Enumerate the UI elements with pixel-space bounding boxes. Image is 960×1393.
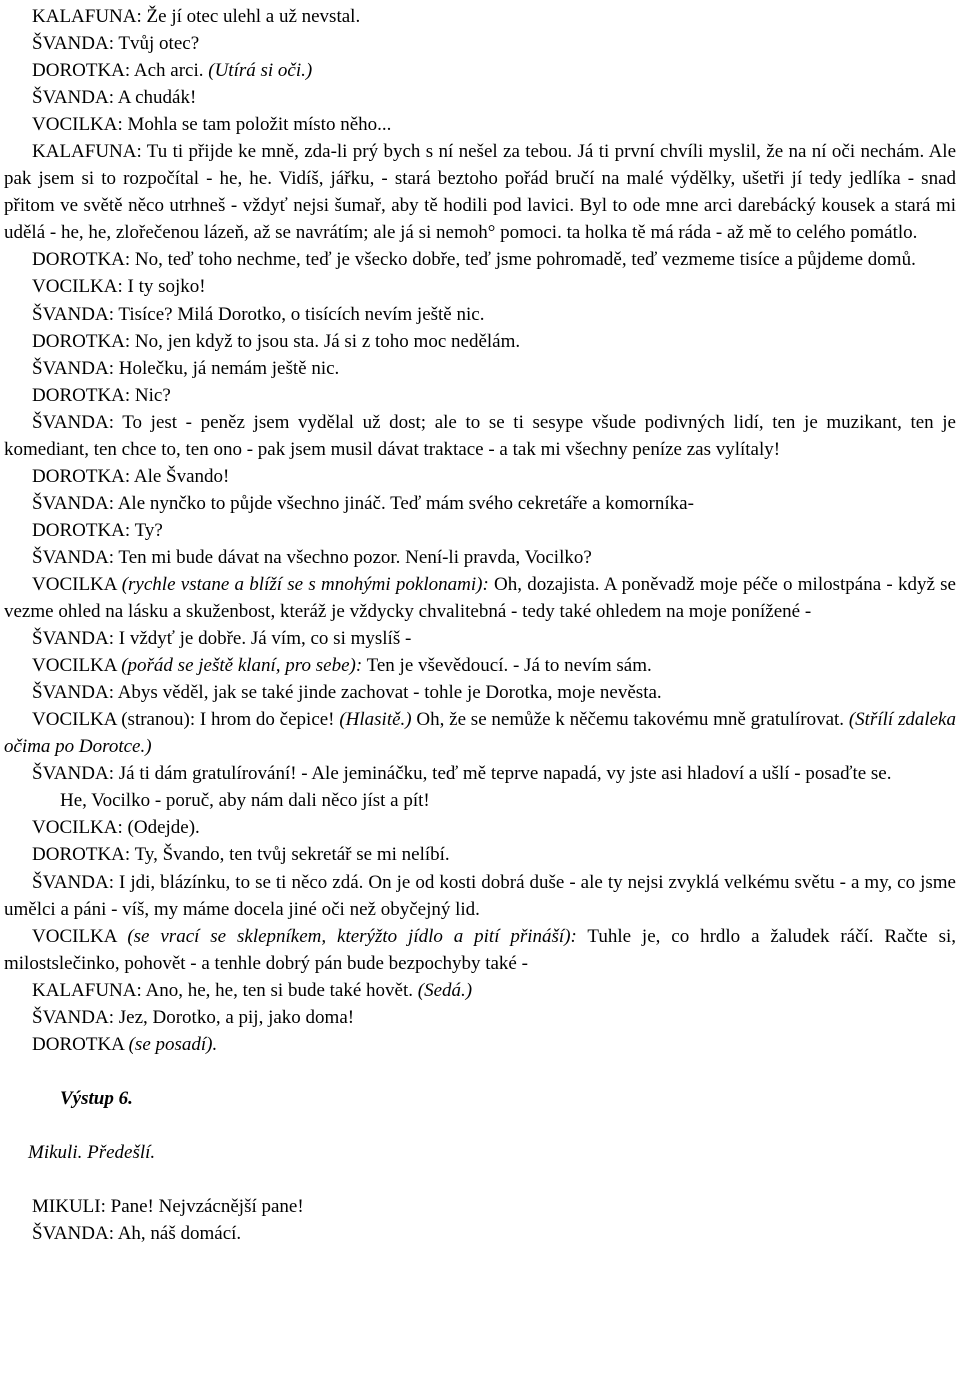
stage-direction: (pořád se ještě klaní, pro sebe): xyxy=(121,655,363,677)
dialogue-line xyxy=(4,1004,956,1031)
dialogue-line xyxy=(4,1031,956,1058)
dialogue-line xyxy=(4,787,956,814)
dialogue-line xyxy=(4,246,956,273)
dialogue-line xyxy=(4,869,956,923)
stage-direction: (Utírá si oči.) xyxy=(208,60,313,82)
line-text: Tuhle je, co hrdlo a žaludek ráčí. Račte si, milostslečinko, pohovět - a tenhle dobrý pán bude bezpochyby také - xyxy=(4,925,956,974)
dialogue-line xyxy=(4,30,956,57)
stage-direction: (Sedá.) xyxy=(417,979,473,1001)
dialogue-line xyxy=(4,273,956,300)
line-text: VOCILKA xyxy=(32,925,128,947)
line-text: ŠVANDA: To jest - peněz jsem vydělal už dost; ale to se ti sesype všude podivných lidí, ten je muzikant, ten je komediant, ten chce to, ten ono - pak jsem musil dávat traktace - a tak mi všechny peníze zas vylítaly! xyxy=(4,411,956,460)
dialogue-line xyxy=(4,814,956,841)
line-text: VOCILKA xyxy=(32,573,122,595)
line-text: VOCILKA: Mohla se tam položit místo něho... xyxy=(32,114,392,136)
line-text: He, Vocilko - poruč, aby nám dali něco jíst a pít! xyxy=(60,790,430,812)
cast-line: Mikuli. Předešlí. xyxy=(28,1141,156,1163)
line-text: KALAFUNA: Ano, he, he, ten si bude také hovět. xyxy=(32,979,418,1001)
line-text: VOCILKA xyxy=(32,655,122,677)
line-text: ŠVANDA: I vždyť je dobře. Já vím, co si myslíš - xyxy=(32,628,412,650)
line-text: DOROTKA: No, teď toho nechme, teď je všecko dobře, teď jsme pohromadě, teď vezmeme tisíce a půjdeme domů. xyxy=(32,249,916,271)
dialogue-line xyxy=(4,1220,956,1247)
line-text: DOROTKA: Ach arci. xyxy=(32,60,209,82)
stage-direction: (Hlasitě.) xyxy=(339,709,412,731)
dialogue-line xyxy=(4,841,956,868)
dialogue-block-after xyxy=(4,1193,956,1247)
line-text: Oh, dozajista. A poněvadž moje péče o milostpána - když se vezme ohled na lásku a skuženbost, kteráž je vždycky chvalitebná - tedy také ohledem na moje ponížené - xyxy=(4,573,956,623)
line-text: DOROTKA: Ty? xyxy=(32,519,163,541)
dialogue-line xyxy=(4,1193,956,1220)
line-text: ŠVANDA: Ah, náš domácí. xyxy=(32,1222,242,1244)
dialogue-line xyxy=(4,84,956,111)
dialogue-line xyxy=(4,490,956,517)
dialogue-line xyxy=(4,328,956,355)
line-text: DOROTKA: Ale Švando! xyxy=(32,465,230,487)
dialogue-line xyxy=(4,571,956,625)
line-text: VOCILKA: I ty sojko! xyxy=(32,276,206,298)
line-text: Ten je vševědoucí. - Já to nevím sám. xyxy=(362,655,652,677)
dialogue-line xyxy=(4,544,956,571)
line-text: ŠVANDA: Abys věděl, jak se také jinde zachovat - tohle je Dorotka, moje nevěsta. xyxy=(32,682,662,704)
dialogue-line xyxy=(4,625,956,652)
line-text: DOROTKA: Nic? xyxy=(32,384,171,406)
line-text: VOCILKA (stranou): I hrom do čepice! xyxy=(32,709,340,731)
line-text: Oh, že se nemůže k něčemu takovému mně gratulírovat. xyxy=(411,709,849,731)
stage-direction: (se posadí). xyxy=(128,1033,218,1055)
dialogue-line xyxy=(4,760,956,787)
stage-direction: (se vrací se sklepníkem, kterýžto jídlo a pití přináší): xyxy=(127,925,577,947)
document-page xyxy=(4,3,956,1247)
line-text: ŠVANDA: Ten mi bude dávat na všechno pozor. Není-li pravda, Vocilko? xyxy=(32,546,592,568)
line-text: ŠVANDA: Já ti dám gratulírování! - Ale jemináčku, teď mě teprve napadá, vy jste asi hladoví a ušlí - posaďte se. xyxy=(32,763,892,785)
line-text: VOCILKA: (Odejde). xyxy=(32,817,200,839)
dialogue-line xyxy=(4,57,956,84)
dialogue-line xyxy=(4,652,956,679)
dialogue-line xyxy=(4,138,956,246)
dialogue-line xyxy=(4,355,956,382)
dialogue-line xyxy=(4,382,956,409)
dialogue-line xyxy=(4,679,956,706)
line-text: KALAFUNA: Tu ti přijde ke mně, zda-li prý bych s ní nešel za tebou. Já ti první chvíli myslil, že na ní oči nechám. Ale pak jsem si to rozpočítal - he, he. Vidíš, jářku, - stará beztoho pořád bručí na malé výdělky, ušetři jí tedy jedlíka - snad přitom ve světě něco utrhneš - vždyť nejsi šumař, aby tě hodili pod lavici. Byl to ode mne arci darebácký kousek a stará mi udělá - he, he, zlořečenou lázeň, až se navrátím; ale já si nemoh° pomoci. ta holka tě má ráda - až mě to celého pomátlo. xyxy=(4,141,956,244)
stage-direction: (Střílí zdaleka očima po Dorotce.) xyxy=(4,709,956,758)
dialogue-line xyxy=(4,706,956,760)
dialogue-line xyxy=(4,923,956,977)
dialogue-line xyxy=(4,3,956,30)
line-text: DOROTKA xyxy=(32,1033,129,1055)
line-text: KALAFUNA: Že jí otec ulehl a už nevstal. xyxy=(32,6,361,27)
line-text: ŠVANDA: Tvůj otec? xyxy=(32,33,200,55)
dialogue-line xyxy=(4,301,956,328)
line-text: ŠVANDA: I jdi, blázínku, to se ti něco zdá. On je od kosti dobrá duše - ale ty nejsi zvyklá velkému světu - a my, co jsme umělci a páni - víš, my máme docela jiné oči než obyčejný lid. xyxy=(4,871,956,920)
dialogue-line xyxy=(4,111,956,138)
line-text: ŠVANDA: Jez, Dorotko, a pij, jako doma! xyxy=(32,1006,355,1028)
dialogue-line xyxy=(4,409,956,463)
line-text: MIKULI: Pane! Nejvzácnější pane! xyxy=(32,1195,304,1217)
dialogue-block xyxy=(4,3,956,1058)
line-text: ŠVANDA: Holečku, já nemám ještě nic. xyxy=(32,357,340,379)
stage-direction: (rychle vstane a blíží se s mnohými poklonami): xyxy=(121,573,489,595)
scene-heading: Výstup 6. xyxy=(60,1087,133,1109)
line-text: ŠVANDA: A chudák! xyxy=(32,87,197,109)
dialogue-line xyxy=(4,977,956,1004)
line-text: DOROTKA: Ty, Švando, ten tvůj sekretář se mi nelíbí. xyxy=(32,844,450,866)
dialogue-line xyxy=(4,517,956,544)
line-text: DOROTKA: No, jen když to jsou sta. Já si z toho moc nedělám. xyxy=(32,330,521,352)
dialogue-line xyxy=(4,463,956,490)
line-text: ŠVANDA: Tisíce? Milá Dorotko, o tisících nevím ještě nic. xyxy=(32,303,485,325)
line-text: ŠVANDA: Ale nynčko to půjde všechno jináč. Teď mám svého cekretáře a komorníka- xyxy=(32,492,694,514)
